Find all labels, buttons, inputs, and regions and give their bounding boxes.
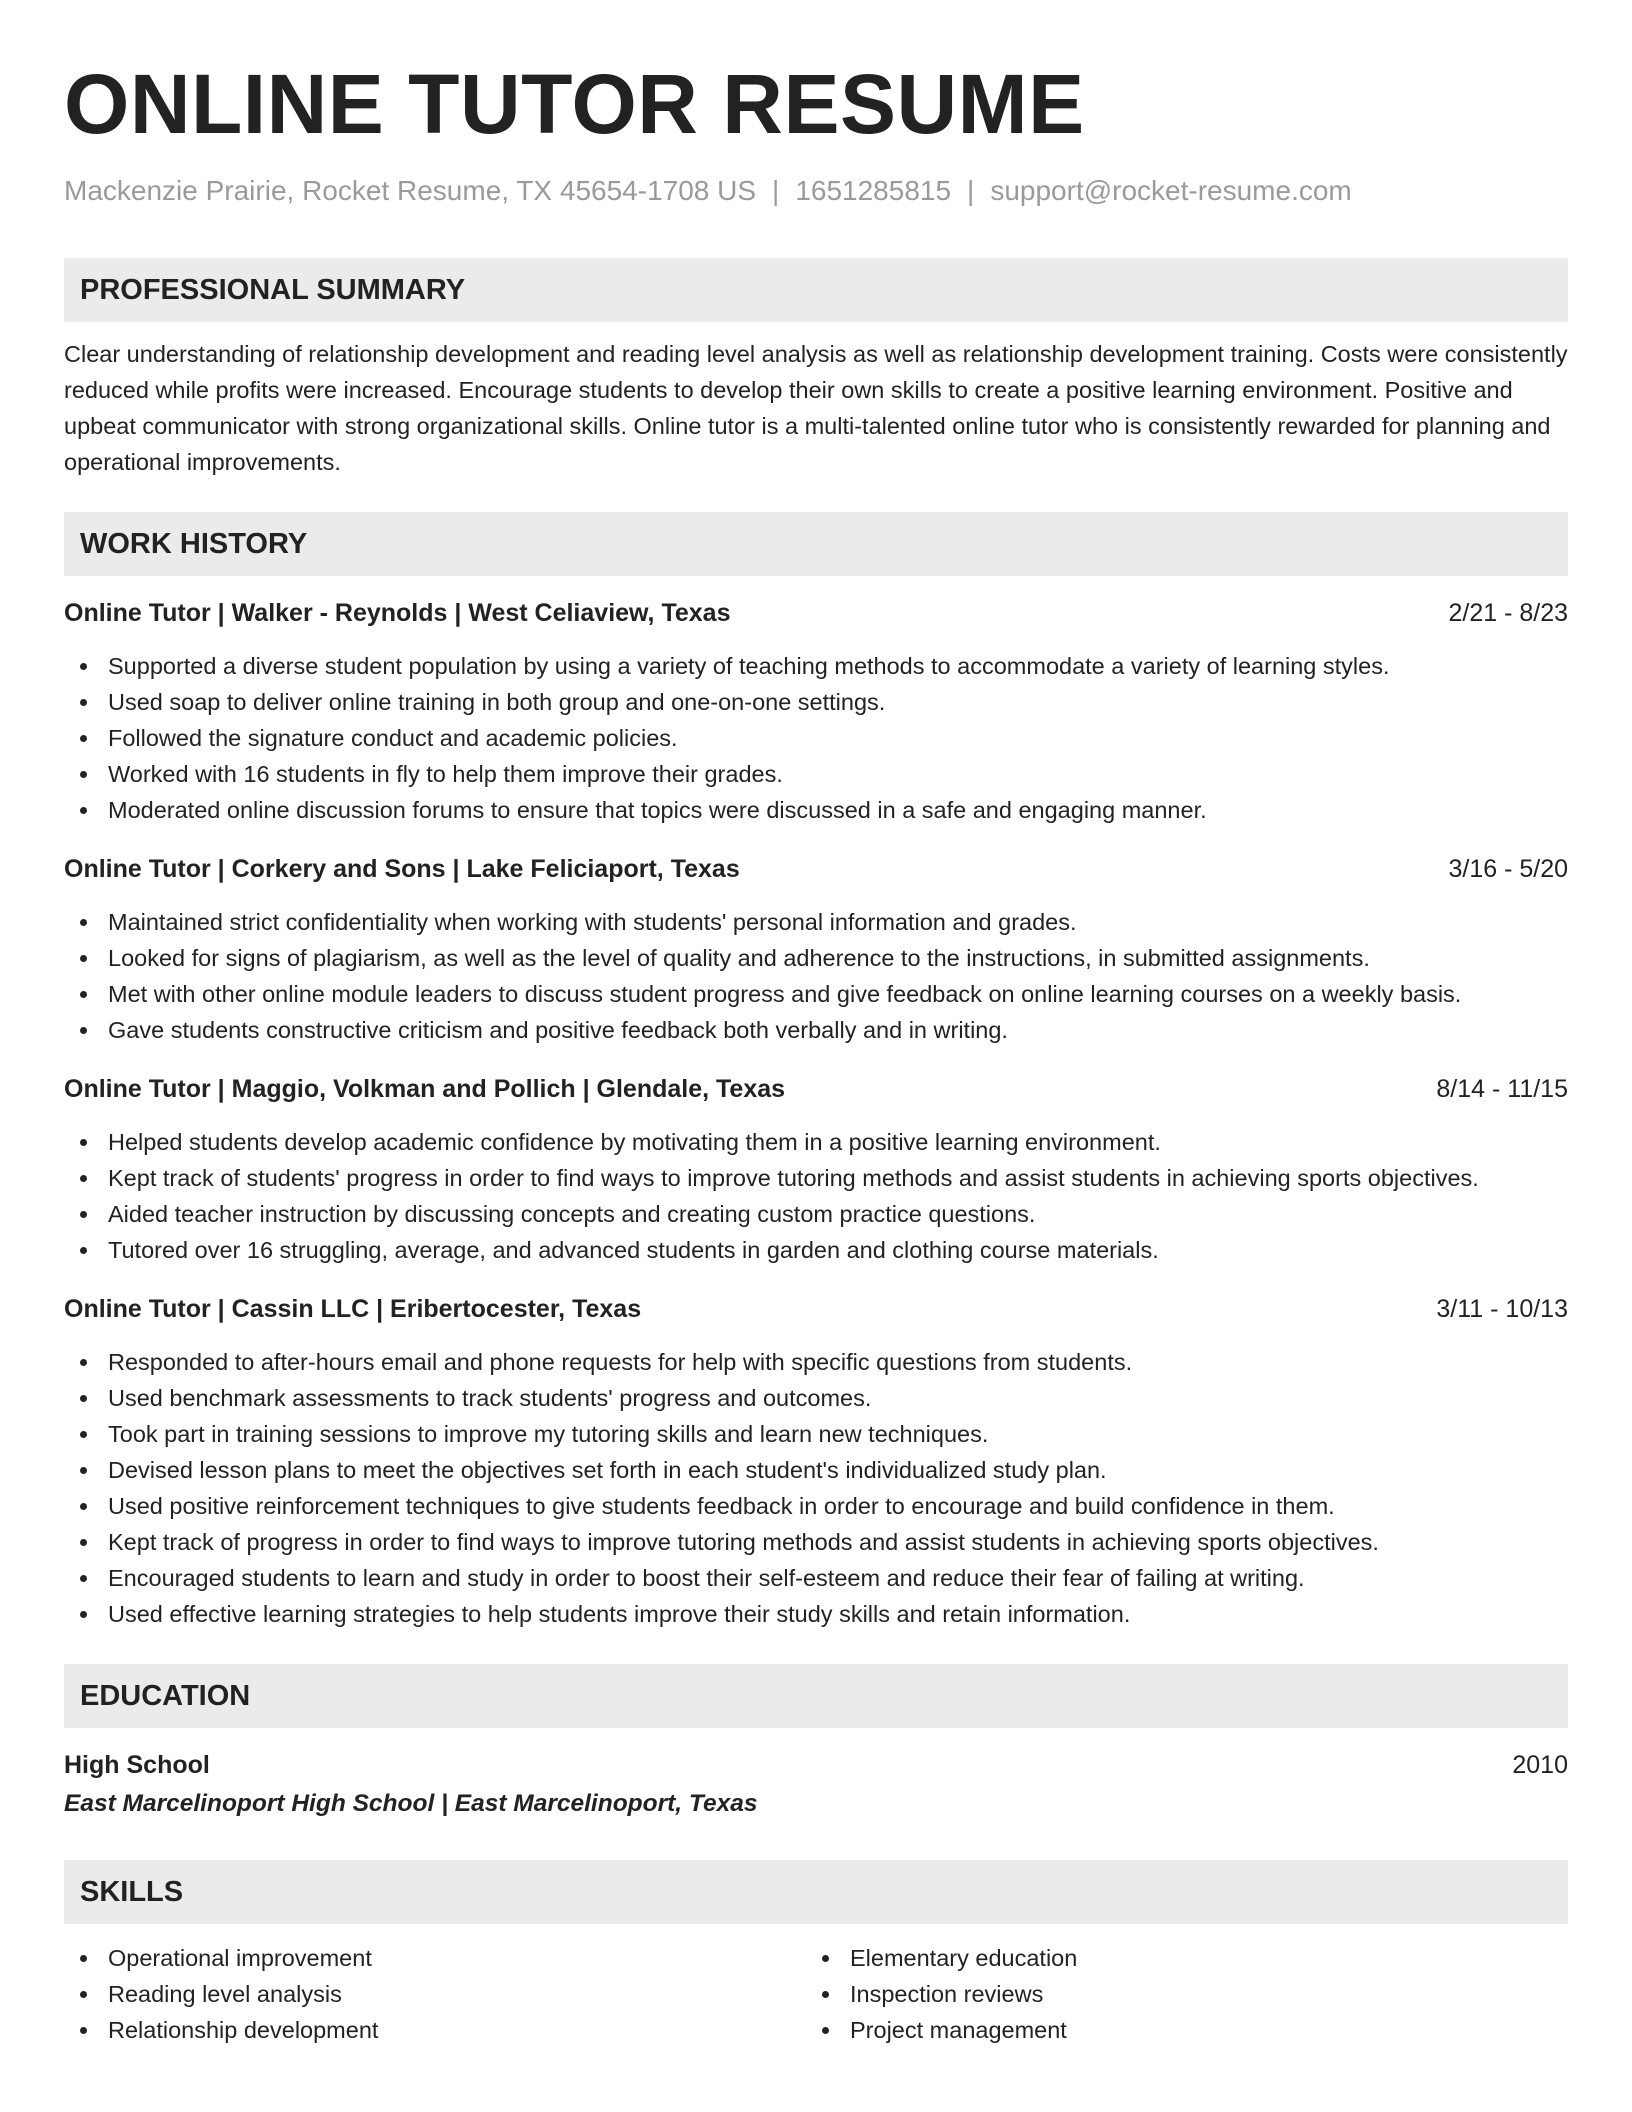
contact-phone: 1651285815 [795, 175, 952, 206]
job-header [64, 1072, 1568, 1106]
education-year: 2010 [1512, 1751, 1568, 1779]
skill-item: Reading level analysis [64, 1976, 806, 2012]
job-bullet: Responded to after-hours email and phone requests for help with specific questions from students. [64, 1344, 1568, 1380]
education-heading: EDUCATION [64, 1664, 1568, 1728]
job-bullet: Supported a diverse student population by using a variety of teaching methods to accommodate a variety of learning styles. [64, 648, 1568, 684]
job-bullet: Took part in training sessions to improve my tutoring skills and learn new techniques. [64, 1416, 1568, 1452]
job-bullet: Kept track of progress in order to find ways to improve tutoring methods and assist students in achieving sports objectives. [64, 1524, 1568, 1560]
summary-heading: PROFESSIONAL SUMMARY [64, 258, 1568, 322]
job-bullet: Followed the signature conduct and academic policies. [64, 720, 1568, 756]
summary-text: Clear understanding of relationship development and reading level analysis as well as relationship development training. Costs were consistently reduced while profits were increased. Encourage students to develop their own skills to create a positive learning environment. Positive and upbeat communicator with strong organizational skills. Online tutor is a multi-talented online tutor who is consistently rewarded for planning and operational improvements. [64, 341, 1568, 475]
job-bullet: Tutored over 16 struggling, average, and advanced students in garden and clothing course materials. [64, 1232, 1568, 1268]
education-header [64, 1748, 1568, 1782]
job-title: Online Tutor | Maggio, Volkman and Pollich | Glendale, Texas [64, 1075, 786, 1103]
skill-item: Relationship development [64, 2012, 806, 2048]
skill-item: Project management [806, 2012, 1548, 2048]
education-degree: High School [64, 1751, 210, 1779]
work-history-heading: WORK HISTORY [64, 512, 1568, 576]
job-dates: 8/14 - 11/15 [1436, 1075, 1568, 1103]
job-bullet: Aided teacher instruction by discussing concepts and creating custom practice questions. [64, 1196, 1568, 1232]
job-bullet: Looked for signs of plagiarism, as well as the level of quality and adherence to the instructions, in submitted assignments. [64, 940, 1568, 976]
job-title: Online Tutor | Cassin LLC | Eribertocester, Texas [64, 1295, 642, 1323]
job-title: Online Tutor | Walker - Reynolds | West Celiaview, Texas [64, 599, 731, 627]
contact-separator: | [967, 175, 975, 206]
skill-item: Operational improvement [64, 1940, 806, 1976]
contact-separator: | [772, 175, 780, 206]
contact-address: Mackenzie Prairie, Rocket Resume, TX 45654-1708 US [64, 175, 757, 206]
skill-item: Inspection reviews [806, 1976, 1548, 2012]
job-bullet: Devised lesson plans to meet the objectives set forth in each student's individualized study plan. [64, 1452, 1568, 1488]
job-bullet: Gave students constructive criticism and positive feedback both verbally and in writing. [64, 1012, 1568, 1048]
skill-item: Elementary education [806, 1940, 1548, 1976]
job-header [64, 1292, 1568, 1326]
job-bullet: Used effective learning strategies to help students improve their study skills and retain information. [64, 1596, 1568, 1632]
job-bullet: Encouraged students to learn and study in order to boost their self-esteem and reduce their fear of failing at writing. [64, 1560, 1568, 1596]
job-bullet: Kept track of students' progress in order to find ways to improve tutoring methods and assist students in achieving sports objectives. [64, 1160, 1568, 1196]
job-dates: 3/11 - 10/13 [1436, 1295, 1568, 1323]
job-bullet: Used soap to deliver online training in both group and one-on-one settings. [64, 684, 1568, 720]
contact-email: support@rocket-resume.com [990, 175, 1352, 206]
job-bullets [64, 904, 1568, 1048]
job-dates: 2/21 - 8/23 [1448, 599, 1568, 627]
job-bullets [64, 1124, 1568, 1268]
job-entry [64, 852, 1568, 1048]
job-entry [64, 596, 1568, 828]
skills-column-left [64, 1940, 806, 2048]
job-dates: 3/16 - 5/20 [1448, 855, 1568, 883]
job-bullets [64, 1344, 1568, 1632]
contact-line [64, 174, 1568, 208]
job-bullet: Maintained strict confidentiality when working with students' personal information and grades. [64, 904, 1568, 940]
job-bullets [64, 648, 1568, 828]
job-bullet: Met with other online module leaders to discuss student progress and give feedback on online learning courses on a weekly basis. [64, 976, 1568, 1012]
job-bullet: Helped students develop academic confidence by motivating them in a positive learning environment. [64, 1124, 1568, 1160]
skills-column-right [806, 1940, 1548, 2048]
job-bullet: Used benchmark assessments to track students' progress and outcomes. [64, 1380, 1568, 1416]
skills-list [64, 1940, 1568, 2048]
job-header [64, 596, 1568, 630]
education-entry [64, 1748, 1568, 1822]
resume-title: ONLINE TUTOR RESUME [64, 57, 1085, 151]
job-entry [64, 1292, 1568, 1632]
job-header [64, 852, 1568, 886]
job-bullet: Worked with 16 students in fly to help them improve their grades. [64, 756, 1568, 792]
education-school: East Marcelinoport High School | East Marcelinoport, Texas [64, 1790, 758, 1817]
job-title: Online Tutor | Corkery and Sons | Lake Feliciaport, Texas [64, 855, 740, 883]
skills-heading: SKILLS [64, 1860, 1568, 1924]
job-bullet: Used positive reinforcement techniques to give students feedback in order to encourage and build confidence in them. [64, 1488, 1568, 1524]
job-entry [64, 1072, 1568, 1268]
job-bullet: Moderated online discussion forums to ensure that topics were discussed in a safe and engaging manner. [64, 792, 1568, 828]
